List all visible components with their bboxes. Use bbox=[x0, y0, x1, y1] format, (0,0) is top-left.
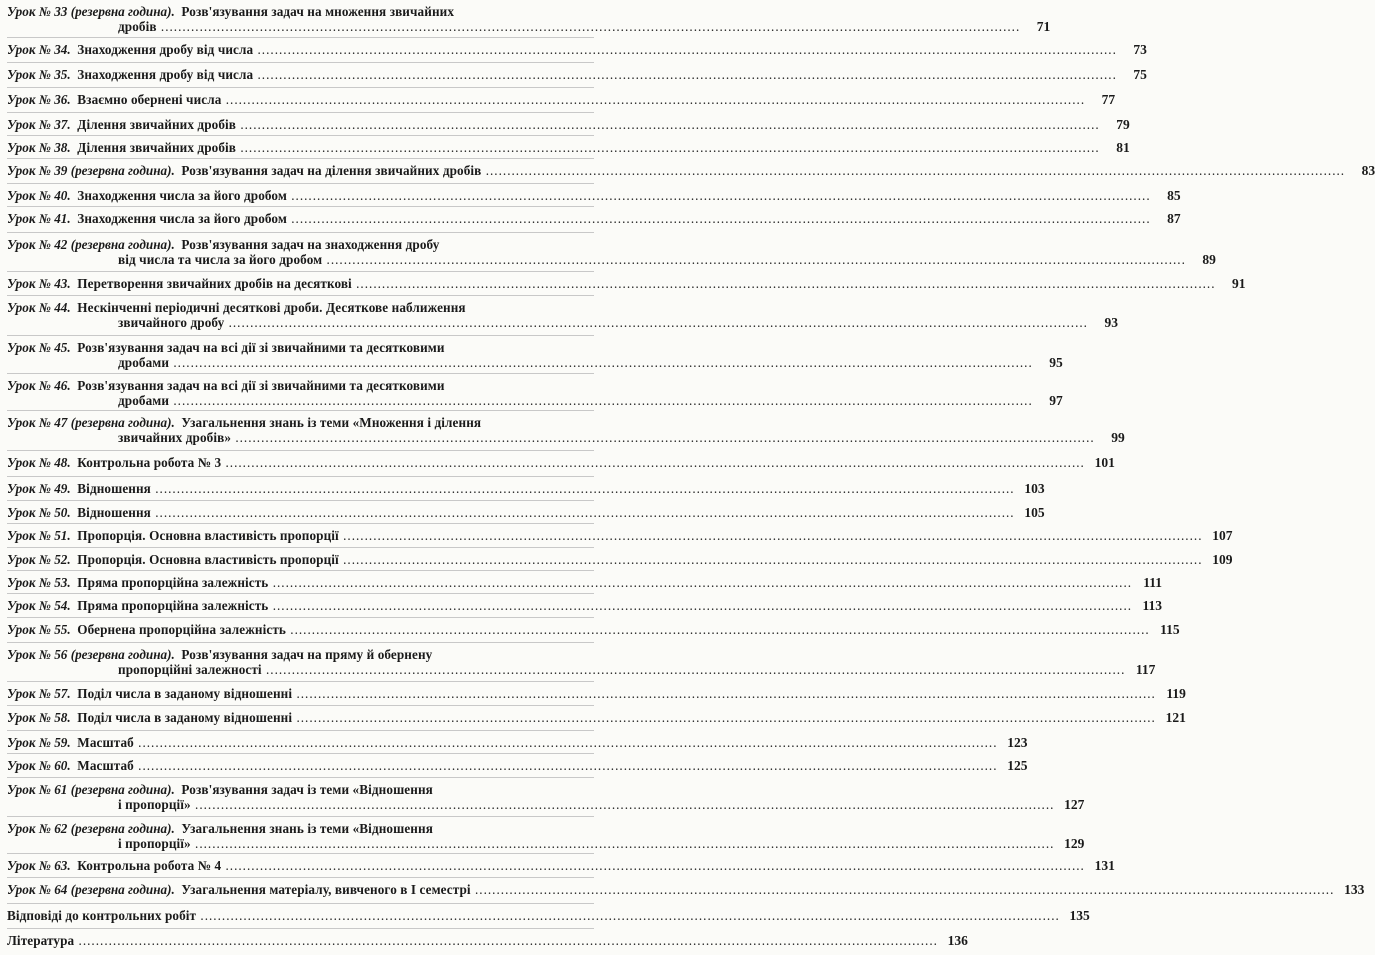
lesson-number: № 46. bbox=[38, 378, 71, 393]
lesson-number: № 43. bbox=[38, 276, 71, 291]
page-number: 133 bbox=[1344, 882, 1365, 897]
row-divider bbox=[7, 335, 594, 336]
lesson-number: № 61 bbox=[38, 782, 68, 797]
lesson-number: № 53. bbox=[38, 575, 71, 590]
entry-title: Пряма пропорційна залежність bbox=[77, 598, 269, 613]
lesson-number: № 41. bbox=[38, 211, 71, 226]
toc-entry-text bbox=[7, 735, 998, 750]
toc-entry[interactable] bbox=[7, 4, 1051, 34]
toc-entry[interactable] bbox=[7, 188, 1181, 203]
entry-title: Знаходження дробу від числа bbox=[77, 67, 254, 82]
lesson-label: Урок bbox=[7, 622, 36, 637]
page-number: 107 bbox=[1212, 528, 1233, 543]
dot-leader: ........................................................................................................................................................................................................ bbox=[285, 622, 1150, 637]
lesson-number: № 55. bbox=[38, 622, 71, 637]
toc-entry-text bbox=[7, 188, 1151, 203]
lesson-label: Урок bbox=[7, 92, 36, 107]
dot-leader: ........................................................................................................................................................................................................ bbox=[351, 276, 1216, 291]
entry-title-continued: дробами bbox=[118, 393, 170, 408]
lesson-label: Урок bbox=[7, 686, 36, 701]
toc-entry-text bbox=[7, 686, 1156, 701]
lesson-number: № 57. bbox=[38, 686, 71, 701]
lesson-label: Урок bbox=[7, 188, 36, 203]
page-number: 71 bbox=[1036, 19, 1051, 34]
lesson-number: № 42 bbox=[38, 237, 68, 252]
row-divider bbox=[7, 500, 594, 501]
row-divider bbox=[7, 547, 594, 548]
dot-leader: ........................................................................................................................................................................................................ bbox=[133, 735, 998, 750]
lesson-label: Урок bbox=[7, 237, 36, 252]
row-divider bbox=[7, 410, 594, 411]
page-number: 85 bbox=[1167, 188, 1181, 203]
toc-entry-text bbox=[7, 882, 1334, 897]
lesson-label: Урок bbox=[7, 340, 36, 355]
toc-entry[interactable] bbox=[7, 455, 1115, 470]
lesson-number: № 35. bbox=[38, 67, 71, 82]
toc-entry[interactable] bbox=[7, 42, 1147, 57]
lesson-label: Урок bbox=[7, 455, 36, 470]
row-divider bbox=[7, 183, 594, 184]
page-number: 81 bbox=[1116, 140, 1130, 155]
toc-entry[interactable] bbox=[7, 710, 1186, 725]
toc-entry-text bbox=[7, 575, 1132, 590]
toc-entry-text bbox=[7, 455, 1085, 470]
entry-title-continued: звичайних дробів» bbox=[118, 430, 232, 445]
lesson-label: Урок bbox=[7, 882, 36, 897]
page-number: 115 bbox=[1160, 622, 1180, 637]
dot-leader: ........................................................................................................................................................................................................ bbox=[470, 882, 1335, 897]
lesson-label: Урок bbox=[7, 552, 36, 567]
entry-title: Розв'язування задач на пряму й обернену bbox=[181, 647, 433, 662]
lesson-label: Урок bbox=[7, 140, 36, 155]
page-number: 131 bbox=[1094, 858, 1115, 873]
lesson-label: Урок bbox=[7, 4, 36, 19]
toc-entry-text bbox=[7, 782, 1054, 812]
lesson-label: Урок bbox=[7, 481, 36, 496]
row-divider bbox=[7, 206, 594, 207]
toc-entry[interactable] bbox=[7, 882, 1365, 897]
lesson-number: № 36. bbox=[38, 92, 71, 107]
lesson-label: Урок bbox=[7, 505, 36, 520]
dot-leader: ........................................................................................................................................................................................................ bbox=[169, 355, 1033, 370]
toc-entry[interactable] bbox=[7, 163, 1375, 178]
toc-entry-text bbox=[7, 4, 1020, 34]
page-number: 117 bbox=[1135, 662, 1156, 677]
row-divider bbox=[7, 271, 594, 272]
dot-leader: ........................................................................................................................................................................................................ bbox=[292, 686, 1156, 701]
dot-leader: ........................................................................................................................................................................................................ bbox=[322, 252, 1186, 267]
entry-title: Контрольна робота № 3 bbox=[77, 455, 222, 470]
row-divider bbox=[7, 593, 594, 594]
toc-entry-text bbox=[7, 552, 1202, 567]
lesson-label: Урок bbox=[7, 117, 36, 132]
dot-leader: ........................................................................................................................................................................................................ bbox=[286, 211, 1151, 226]
lesson-label: Урок bbox=[7, 528, 36, 543]
entry-title: Література bbox=[7, 933, 75, 948]
entry-title: Контрольна робота № 4 bbox=[77, 858, 222, 873]
toc-entry-text bbox=[7, 528, 1202, 543]
row-divider bbox=[7, 87, 594, 88]
page-number: 119 bbox=[1166, 686, 1186, 701]
toc-entry[interactable] bbox=[7, 858, 1115, 873]
lesson-label: Урок bbox=[7, 710, 36, 725]
entry-title: Ділення звичайних дробів bbox=[77, 117, 237, 132]
row-divider bbox=[7, 373, 594, 374]
row-divider bbox=[7, 617, 594, 618]
toc-entry[interactable] bbox=[7, 686, 1186, 701]
toc-entry-text bbox=[7, 117, 1100, 132]
toc-entry[interactable] bbox=[7, 67, 1147, 82]
dot-leader: ........................................................................................................................................................................................................ bbox=[253, 42, 1117, 57]
dot-leader: ........................................................................................................................................................................................................ bbox=[236, 140, 1100, 155]
entry-title: Розв'язування задач на всі дії зі звичайними та десятковими bbox=[77, 378, 445, 393]
lesson-number: № 49. bbox=[38, 481, 71, 496]
lesson-number: № 52. bbox=[38, 552, 71, 567]
lesson-label: Урок bbox=[7, 647, 36, 662]
page-number: 136 bbox=[947, 933, 968, 948]
toc-entry[interactable] bbox=[7, 735, 1028, 750]
row-divider bbox=[7, 681, 594, 682]
lesson-label: Урок bbox=[7, 821, 36, 836]
entry-title: Відношення bbox=[77, 505, 151, 520]
row-divider bbox=[7, 853, 594, 854]
row-divider bbox=[7, 295, 594, 296]
lesson-label: Урок bbox=[7, 598, 36, 613]
dot-leader: ........................................................................................................................................................................................................ bbox=[481, 163, 1346, 178]
lesson-number: № 64 bbox=[38, 882, 68, 897]
toc-entry[interactable] bbox=[7, 340, 1063, 370]
row-divider bbox=[7, 753, 594, 754]
page-number: 75 bbox=[1133, 67, 1147, 82]
page-number: 79 bbox=[1116, 117, 1130, 132]
lesson-number: № 44. bbox=[38, 300, 71, 315]
toc-entry[interactable] bbox=[7, 505, 1045, 520]
lesson-number: № 40. bbox=[38, 188, 71, 203]
row-divider bbox=[7, 705, 594, 706]
entry-title: Знаходження числа за його дробом bbox=[77, 188, 287, 203]
entry-title: Знаходження числа за його дробом bbox=[77, 211, 287, 226]
reserve-note: (резервна година). bbox=[70, 647, 175, 662]
lesson-number: № 63. bbox=[38, 858, 71, 873]
toc-entry-text bbox=[7, 211, 1151, 226]
toc-entry[interactable] bbox=[7, 622, 1180, 637]
row-divider bbox=[7, 476, 594, 477]
entry-title: Масштаб bbox=[77, 735, 134, 750]
row-divider bbox=[7, 777, 594, 778]
lesson-number: № 38. bbox=[38, 140, 71, 155]
lesson-label: Урок bbox=[7, 575, 36, 590]
entry-title: Узагальнення матеріалу, вивченого в І семестрі bbox=[181, 882, 471, 897]
toc-entry[interactable] bbox=[7, 575, 1163, 590]
toc-entry[interactable] bbox=[7, 300, 1118, 330]
dot-leader: ........................................................................................................................................................................................................ bbox=[338, 528, 1203, 543]
lesson-label: Урок bbox=[7, 163, 36, 178]
dot-leader: ........................................................................................................................................................................................................ bbox=[236, 117, 1100, 132]
lesson-number: № 45. bbox=[38, 340, 71, 355]
row-divider bbox=[7, 877, 594, 878]
dot-leader: ........................................................................................................................................................................................................ bbox=[221, 858, 1085, 873]
lesson-label: Урок bbox=[7, 67, 36, 82]
lesson-number: № 58. bbox=[38, 710, 71, 725]
row-divider bbox=[7, 232, 594, 233]
reserve-note: (резервна година). bbox=[70, 882, 175, 897]
entry-title: Розв'язування задач на множення звичайних bbox=[181, 4, 455, 19]
toc-entry-text bbox=[7, 933, 938, 948]
lesson-number: № 48. bbox=[38, 455, 71, 470]
page-number: 105 bbox=[1024, 505, 1045, 520]
page-number: 93 bbox=[1104, 315, 1118, 330]
reserve-note: (резервна година). bbox=[70, 415, 175, 430]
row-divider bbox=[7, 903, 594, 904]
entry-title: Поділ числа в заданому відношенні bbox=[77, 686, 293, 701]
row-divider bbox=[7, 135, 594, 136]
lesson-label: Урок bbox=[7, 858, 36, 873]
toc-entry-text bbox=[7, 758, 998, 773]
entry-title: Відповіді до контрольних робіт bbox=[7, 908, 197, 923]
dot-leader: ........................................................................................................................................................................................................ bbox=[261, 662, 1126, 677]
entry-title: Узагальнення знань із теми «Множення і ділення bbox=[181, 415, 482, 430]
dot-leader: ........................................................................................................................................................................................................ bbox=[292, 710, 1156, 725]
reserve-note: (резервна година). bbox=[70, 4, 175, 19]
toc-entry[interactable] bbox=[7, 211, 1181, 226]
page-number: 135 bbox=[1069, 908, 1090, 923]
reserve-note: (резервна година). bbox=[70, 821, 175, 836]
toc-entry[interactable] bbox=[7, 276, 1246, 291]
page-number: 129 bbox=[1064, 836, 1085, 851]
toc-entry-text bbox=[7, 378, 1033, 408]
page-number: 99 bbox=[1111, 430, 1125, 445]
dot-leader: ........................................................................................................................................................................................................ bbox=[74, 933, 938, 948]
page-number: 89 bbox=[1202, 252, 1216, 267]
page-number: 97 bbox=[1049, 393, 1063, 408]
dot-leader: ........................................................................................................................................................................................................ bbox=[231, 430, 1095, 445]
page-number: 91 bbox=[1232, 276, 1246, 291]
toc-entry[interactable] bbox=[7, 528, 1233, 543]
toc-entry[interactable] bbox=[7, 140, 1130, 155]
toc-entry-text bbox=[7, 858, 1085, 873]
toc-entry-text bbox=[7, 710, 1156, 725]
lesson-label: Урок bbox=[7, 42, 36, 57]
dot-leader: ........................................................................................................................................................................................................ bbox=[221, 92, 1086, 107]
toc-entry[interactable] bbox=[7, 415, 1125, 445]
lesson-number: № 33 bbox=[38, 4, 68, 19]
entry-title: Розв'язування задач на ділення звичайних дробів bbox=[181, 163, 482, 178]
toc-entry[interactable] bbox=[7, 782, 1085, 812]
dot-leader: ........................................................................................................................................................................................................ bbox=[221, 455, 1085, 470]
entry-title: Пропорція. Основна властивість пропорції bbox=[77, 528, 339, 543]
entry-title: Розв'язування задач на знаходження дробу bbox=[181, 237, 440, 252]
lesson-number: № 37. bbox=[38, 117, 71, 132]
lesson-number: № 62 bbox=[38, 821, 68, 836]
row-divider bbox=[7, 158, 594, 159]
toc-entry-text bbox=[7, 163, 1345, 178]
page-number: 103 bbox=[1024, 481, 1045, 496]
toc-entry-text bbox=[7, 908, 1060, 923]
toc-entry[interactable] bbox=[7, 92, 1116, 107]
page-number: 73 bbox=[1133, 42, 1147, 57]
lesson-label: Урок bbox=[7, 735, 36, 750]
entry-title: Взаємно обернені числа bbox=[77, 92, 222, 107]
entry-title: Масштаб bbox=[77, 758, 134, 773]
toc-entry-text bbox=[7, 340, 1033, 370]
toc-entry-text bbox=[7, 622, 1150, 637]
entry-title-continued: і пропорції» bbox=[118, 797, 191, 812]
row-divider bbox=[7, 570, 594, 571]
toc-entry[interactable] bbox=[7, 933, 968, 948]
toc-entry-text bbox=[7, 505, 1015, 520]
page-number: 123 bbox=[1007, 735, 1028, 750]
entry-title: Обернена пропорційна залежність bbox=[77, 622, 286, 637]
lesson-number: № 47 bbox=[38, 415, 68, 430]
entry-title-continued: від числа та числа за його дробом bbox=[118, 252, 323, 267]
entry-title-continued: пропорційні залежності bbox=[118, 662, 262, 677]
row-divider bbox=[7, 730, 594, 731]
lesson-number: № 59. bbox=[38, 735, 71, 750]
page-number: 125 bbox=[1007, 758, 1028, 773]
lesson-number: № 34. bbox=[38, 42, 71, 57]
dot-leader: ........................................................................................................................................................................................................ bbox=[268, 598, 1133, 613]
page-number: 113 bbox=[1142, 598, 1163, 613]
dot-leader: ........................................................................................................................................................................................................ bbox=[196, 908, 1060, 923]
toc-entry[interactable] bbox=[7, 647, 1156, 677]
entry-title-continued: дробів bbox=[118, 19, 157, 34]
toc-entry-text bbox=[7, 415, 1095, 445]
entry-title: Узагальнення знань із теми «Відношення bbox=[181, 821, 433, 836]
dot-leader: ........................................................................................................................................................................................................ bbox=[338, 552, 1203, 567]
toc-entry[interactable] bbox=[7, 598, 1163, 613]
lesson-label: Урок bbox=[7, 415, 36, 430]
dot-leader: ........................................................................................................................................................................................................ bbox=[150, 481, 1015, 496]
entry-title: Відношення bbox=[77, 481, 151, 496]
entry-title: Поділ числа в заданому відношенні bbox=[77, 710, 293, 725]
page-number: 101 bbox=[1094, 455, 1115, 470]
page-number: 77 bbox=[1101, 92, 1116, 107]
entry-title-continued: дробами bbox=[118, 355, 170, 370]
toc-entry-text bbox=[7, 821, 1054, 851]
reserve-note: (резервна година). bbox=[70, 163, 175, 178]
entry-title: Знаходження дробу від числа bbox=[77, 42, 254, 57]
dot-leader: ........................................................................................................................................................................................................ bbox=[253, 67, 1117, 82]
page-number: 109 bbox=[1212, 552, 1233, 567]
toc-entry-text bbox=[7, 481, 1015, 496]
reserve-note: (резервна година). bbox=[70, 237, 175, 252]
entry-title-continued: і пропорції» bbox=[118, 836, 191, 851]
page-number: 83 bbox=[1361, 163, 1375, 178]
dot-leader: ........................................................................................................................................................................................................ bbox=[133, 758, 998, 773]
lesson-label: Урок bbox=[7, 300, 36, 315]
toc-entry-text bbox=[7, 140, 1100, 155]
entry-title: Нескінченні періодичні десяткові дроби. Десяткове наближення bbox=[77, 300, 466, 315]
lesson-label: Урок bbox=[7, 782, 36, 797]
entry-title: Ділення звичайних дробів bbox=[77, 140, 237, 155]
lesson-number: № 39 bbox=[38, 163, 68, 178]
dot-leader: ........................................................................................................................................................................................................ bbox=[169, 393, 1033, 408]
toc-entry-text bbox=[7, 300, 1088, 330]
toc-entry-text bbox=[7, 42, 1117, 57]
lesson-number: № 51. bbox=[38, 528, 71, 543]
toc-entry-text bbox=[7, 237, 1186, 267]
toc-entry[interactable] bbox=[7, 378, 1063, 408]
dot-leader: ........................................................................................................................................................................................................ bbox=[286, 188, 1151, 203]
entry-title: Розв'язування задач на всі дії зі звичайними та десятковими bbox=[77, 340, 445, 355]
page-number: 127 bbox=[1064, 797, 1085, 812]
page-number: 87 bbox=[1167, 211, 1181, 226]
entry-title: Перетворення звичайних дробів на десяткові bbox=[77, 276, 352, 291]
row-divider bbox=[7, 928, 594, 929]
dot-leader: ........................................................................................................................................................................................................ bbox=[190, 836, 1055, 851]
lesson-label: Урок bbox=[7, 378, 36, 393]
entry-title: Пряма пропорційна залежність bbox=[77, 575, 269, 590]
dot-leader: ........................................................................................................................................................................................................ bbox=[268, 575, 1133, 590]
row-divider bbox=[7, 816, 594, 817]
page-number: 121 bbox=[1165, 710, 1186, 725]
toc-entry[interactable] bbox=[7, 758, 1028, 773]
page-number: 95 bbox=[1049, 355, 1063, 370]
toc-entry[interactable] bbox=[7, 117, 1130, 132]
row-divider bbox=[7, 450, 594, 451]
lesson-number: № 60. bbox=[38, 758, 71, 773]
entry-title: Розв'язування задач із теми «Відношення bbox=[181, 782, 433, 797]
dot-leader: ........................................................................................................................................................................................................ bbox=[190, 797, 1055, 812]
toc-entry-text bbox=[7, 276, 1216, 291]
dot-leader: ........................................................................................................................................................................................................ bbox=[150, 505, 1015, 520]
toc-entry[interactable] bbox=[7, 552, 1233, 567]
lesson-number: № 54. bbox=[38, 598, 71, 613]
lesson-number: № 56 bbox=[38, 647, 68, 662]
entry-title: Пропорція. Основна властивість пропорції bbox=[77, 552, 339, 567]
reserve-note: (резервна година). bbox=[70, 782, 175, 797]
toc-entry-text bbox=[7, 647, 1125, 677]
toc-entry-text bbox=[7, 598, 1132, 613]
row-divider bbox=[7, 112, 594, 113]
dot-leader: ........................................................................................................................................................................................................ bbox=[156, 19, 1021, 34]
lesson-label: Урок bbox=[7, 211, 36, 226]
toc-entry-text bbox=[7, 67, 1117, 82]
row-divider bbox=[7, 642, 594, 643]
lesson-label: Урок bbox=[7, 276, 36, 291]
lesson-number: № 50. bbox=[38, 505, 71, 520]
toc-entry[interactable] bbox=[7, 821, 1085, 851]
row-divider bbox=[7, 523, 594, 524]
page-number: 111 bbox=[1143, 575, 1163, 590]
row-divider bbox=[7, 37, 594, 38]
toc-entry[interactable] bbox=[7, 908, 1090, 923]
entry-title-continued: звичайного дробу bbox=[118, 315, 225, 330]
toc-entry[interactable] bbox=[7, 481, 1045, 496]
toc-entry-text bbox=[7, 92, 1085, 107]
row-divider bbox=[7, 62, 594, 63]
lesson-label: Урок bbox=[7, 758, 36, 773]
toc-entry[interactable] bbox=[7, 237, 1216, 267]
dot-leader: ........................................................................................................................................................................................................ bbox=[224, 315, 1088, 330]
